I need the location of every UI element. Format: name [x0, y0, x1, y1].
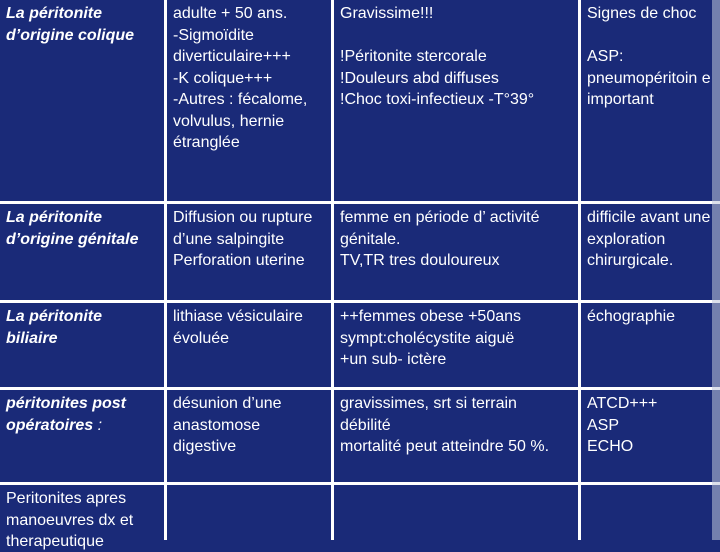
row-biliaire-type [0, 303, 164, 387]
row-biliaire-type-label: La péritonite biliaire [6, 308, 103, 347]
row-genitale-exam: difficile avant une exploration chirurgicale. [581, 204, 720, 300]
row-colique-cause: adulte + 50 ans. -Sigmoïdite diverticulaire+++ -K colique+++ -Autres : fécalome, volvulus, hernie étranglée [167, 0, 331, 201]
row-postop-exam: ATCD+++ ASP ECHO [581, 390, 720, 482]
row-manoeuvres-clinique [334, 485, 578, 552]
row-manoeuvres-cause [167, 485, 331, 552]
row-biliaire-clinique: ++femmes obese +50ans sympt:cholécystite aiguë +un sub- ictère [334, 303, 578, 387]
row-genitale-cause: Diffusion ou rupture d’une salpingite Perforation uterine [167, 204, 331, 300]
row-postop-type [0, 390, 164, 482]
row-postop-type-suffix: : [93, 416, 103, 434]
row-colique-type [0, 0, 164, 201]
row-genitale-clinique: femme en période d’ activité génitale. TV,TR tres douloureux [334, 204, 578, 300]
row-postop-cause: désunion d’une anastomose digestive [167, 390, 331, 482]
row-colique-type-label: La péritonite d’origine colique [6, 5, 135, 44]
row-biliaire-exam: échographie [581, 303, 720, 387]
row-genitale-type [0, 204, 164, 300]
row-postop-clinique: gravissimes, srt si terrain débilité mortalité peut atteindre 50 %. [334, 390, 578, 482]
row-manoeuvres-type: Peritonites apres manoeuvres dx et therapeutique [0, 485, 164, 552]
row-genitale-type-label: La péritonite d’origine génitale [6, 209, 139, 248]
row-colique-clinique: Gravissime!!! !Péritonite stercorale !Douleurs abd diffuses !Choc toxi-infectieux -T°39° [334, 0, 578, 201]
row-biliaire-cause: lithiase vésiculaire évoluée [167, 303, 331, 387]
row-postop-type-label: péritonites post opératoires [6, 395, 127, 434]
slide-right-edge [712, 0, 720, 540]
row-colique-exam: Signes de choc ASP: pneumopéritoin e important [581, 0, 720, 201]
row-manoeuvres-exam [581, 485, 720, 552]
